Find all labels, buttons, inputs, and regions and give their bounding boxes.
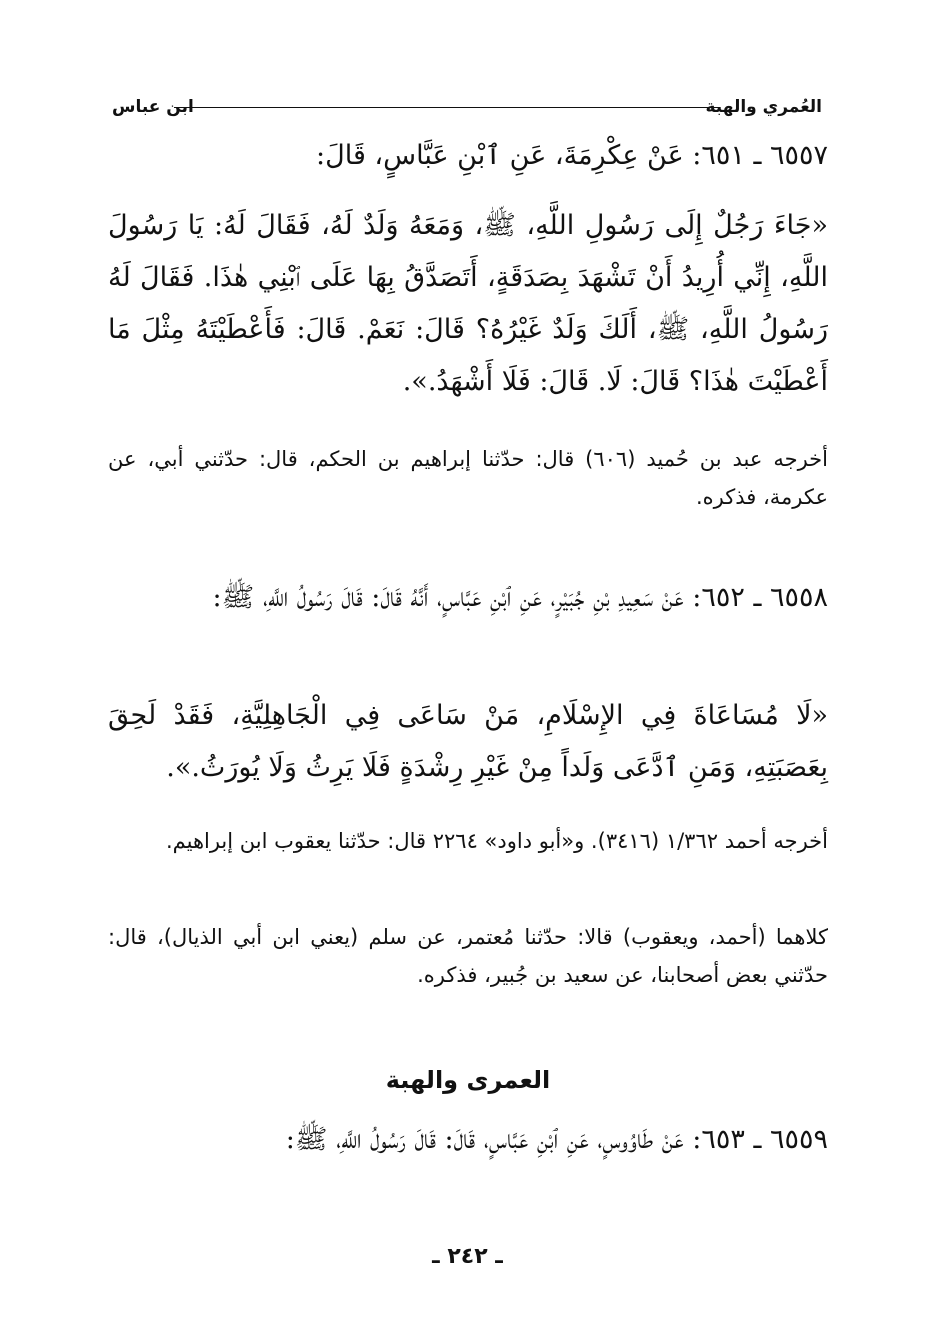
running-header bbox=[112, 96, 822, 120]
hadith-6557-text: «جَاءَ رَجُلٌ إِلَى رَسُولِ اللَّهِ، ﷺ، وَمَعَهُ وَلَدٌ لَهُ، فَقَالَ لَهُ: يَا رَسُولَ اللَّهِ، إِنِّي أُرِيدُ أَنْ تَشْهَدَ بِصَدَقَةٍ، أَتَصَدَّقُ بِهَا عَلَى ٱبْنِي هٰذَا. فَقَالَ لَهُ رَسُولُ اللَّهِ، ﷺ، أَلَكَ وَلَدٌ غَيْرُهُ؟ قَالَ: نَعَمْ. قَالَ: فَأَعْطَيْتَهُ مِثْلَ مَا أَعْطَيْتَ هٰذَا؟ قَالَ: لَا. قَالَ: فَلَا أَشْهَدُ.». bbox=[108, 210, 828, 397]
takhrij-6558-a: أخرجه أحمد ١/٣٦٢ (٣٤١٦). و«أبو داود» ٢٢٦٤ قال: حدّثنا يعقوب ابن إبراهيم. bbox=[165, 829, 828, 853]
section-heading: العمرى والهبة bbox=[385, 1066, 551, 1094]
page-number: ـ ٢٤٢ ـ bbox=[432, 1244, 503, 1269]
hadith-6559-heading: ٦٥٥٩ ـ ٦٥٣: عَنْ طَاوُوسٍ، عَنِ ٱبْنِ عَبَّاسٍ، قَالَ: قَالَ رَسُولُ اللَّهِ، ﷺ: bbox=[285, 1124, 828, 1155]
hadith-6558-text: «لَا مُسَاعَاةَ فِي الإِسْلَامِ، مَنْ سَاعَى فِي الْجَاهِلِيَّةِ، فَقَدْ لَحِقَ بِعَصَبَتِهِ، وَمَنِ ٱدَّعَى وَلَداً مِنْ غَيْرِ رِشْدَةٍ فَلَا يَرِثُ وَلَا يُورَثُ.». bbox=[108, 700, 828, 783]
takhrij-6558-b: كلاهما (أحمد، ويعقوب) قالا: حدّثنا مُعتمر، عن سلم (يعني ابن أبي الذيال)، قال: حدّثني بعض أصحابنا، عن سعيد بن جُبير، فذكره. bbox=[108, 925, 828, 987]
header-chapter-title: العُمري والهبة bbox=[705, 97, 822, 117]
takhrij-6557: أخرجه عبد بن حُميد (٦٠٦) قال: حدّثنا إبراهيم بن الحكم، قال: حدّثني أبي، عن عكرمة، فذكره. bbox=[108, 447, 828, 509]
header-narrator-title: ابن عباس bbox=[112, 97, 194, 117]
header-rule bbox=[174, 107, 718, 108]
hadith-6558-heading: ٦٥٥٨ ـ ٦٥٢: عَنْ سَعِيدِ بْنِ جُبَيْرٍ، عَنِ ٱبْنِ عَبَّاسٍ، أَنَّهُ قَالَ: قَالَ رَسُولُ اللَّهِ، ﷺ: bbox=[212, 582, 828, 613]
hadith-6557-heading: ٦٥٥٧ ـ ٦٥١: عَنْ عِكْرِمَةَ، عَنِ ٱبْنِ عَبَّاسٍ، قَالَ: bbox=[316, 140, 828, 171]
